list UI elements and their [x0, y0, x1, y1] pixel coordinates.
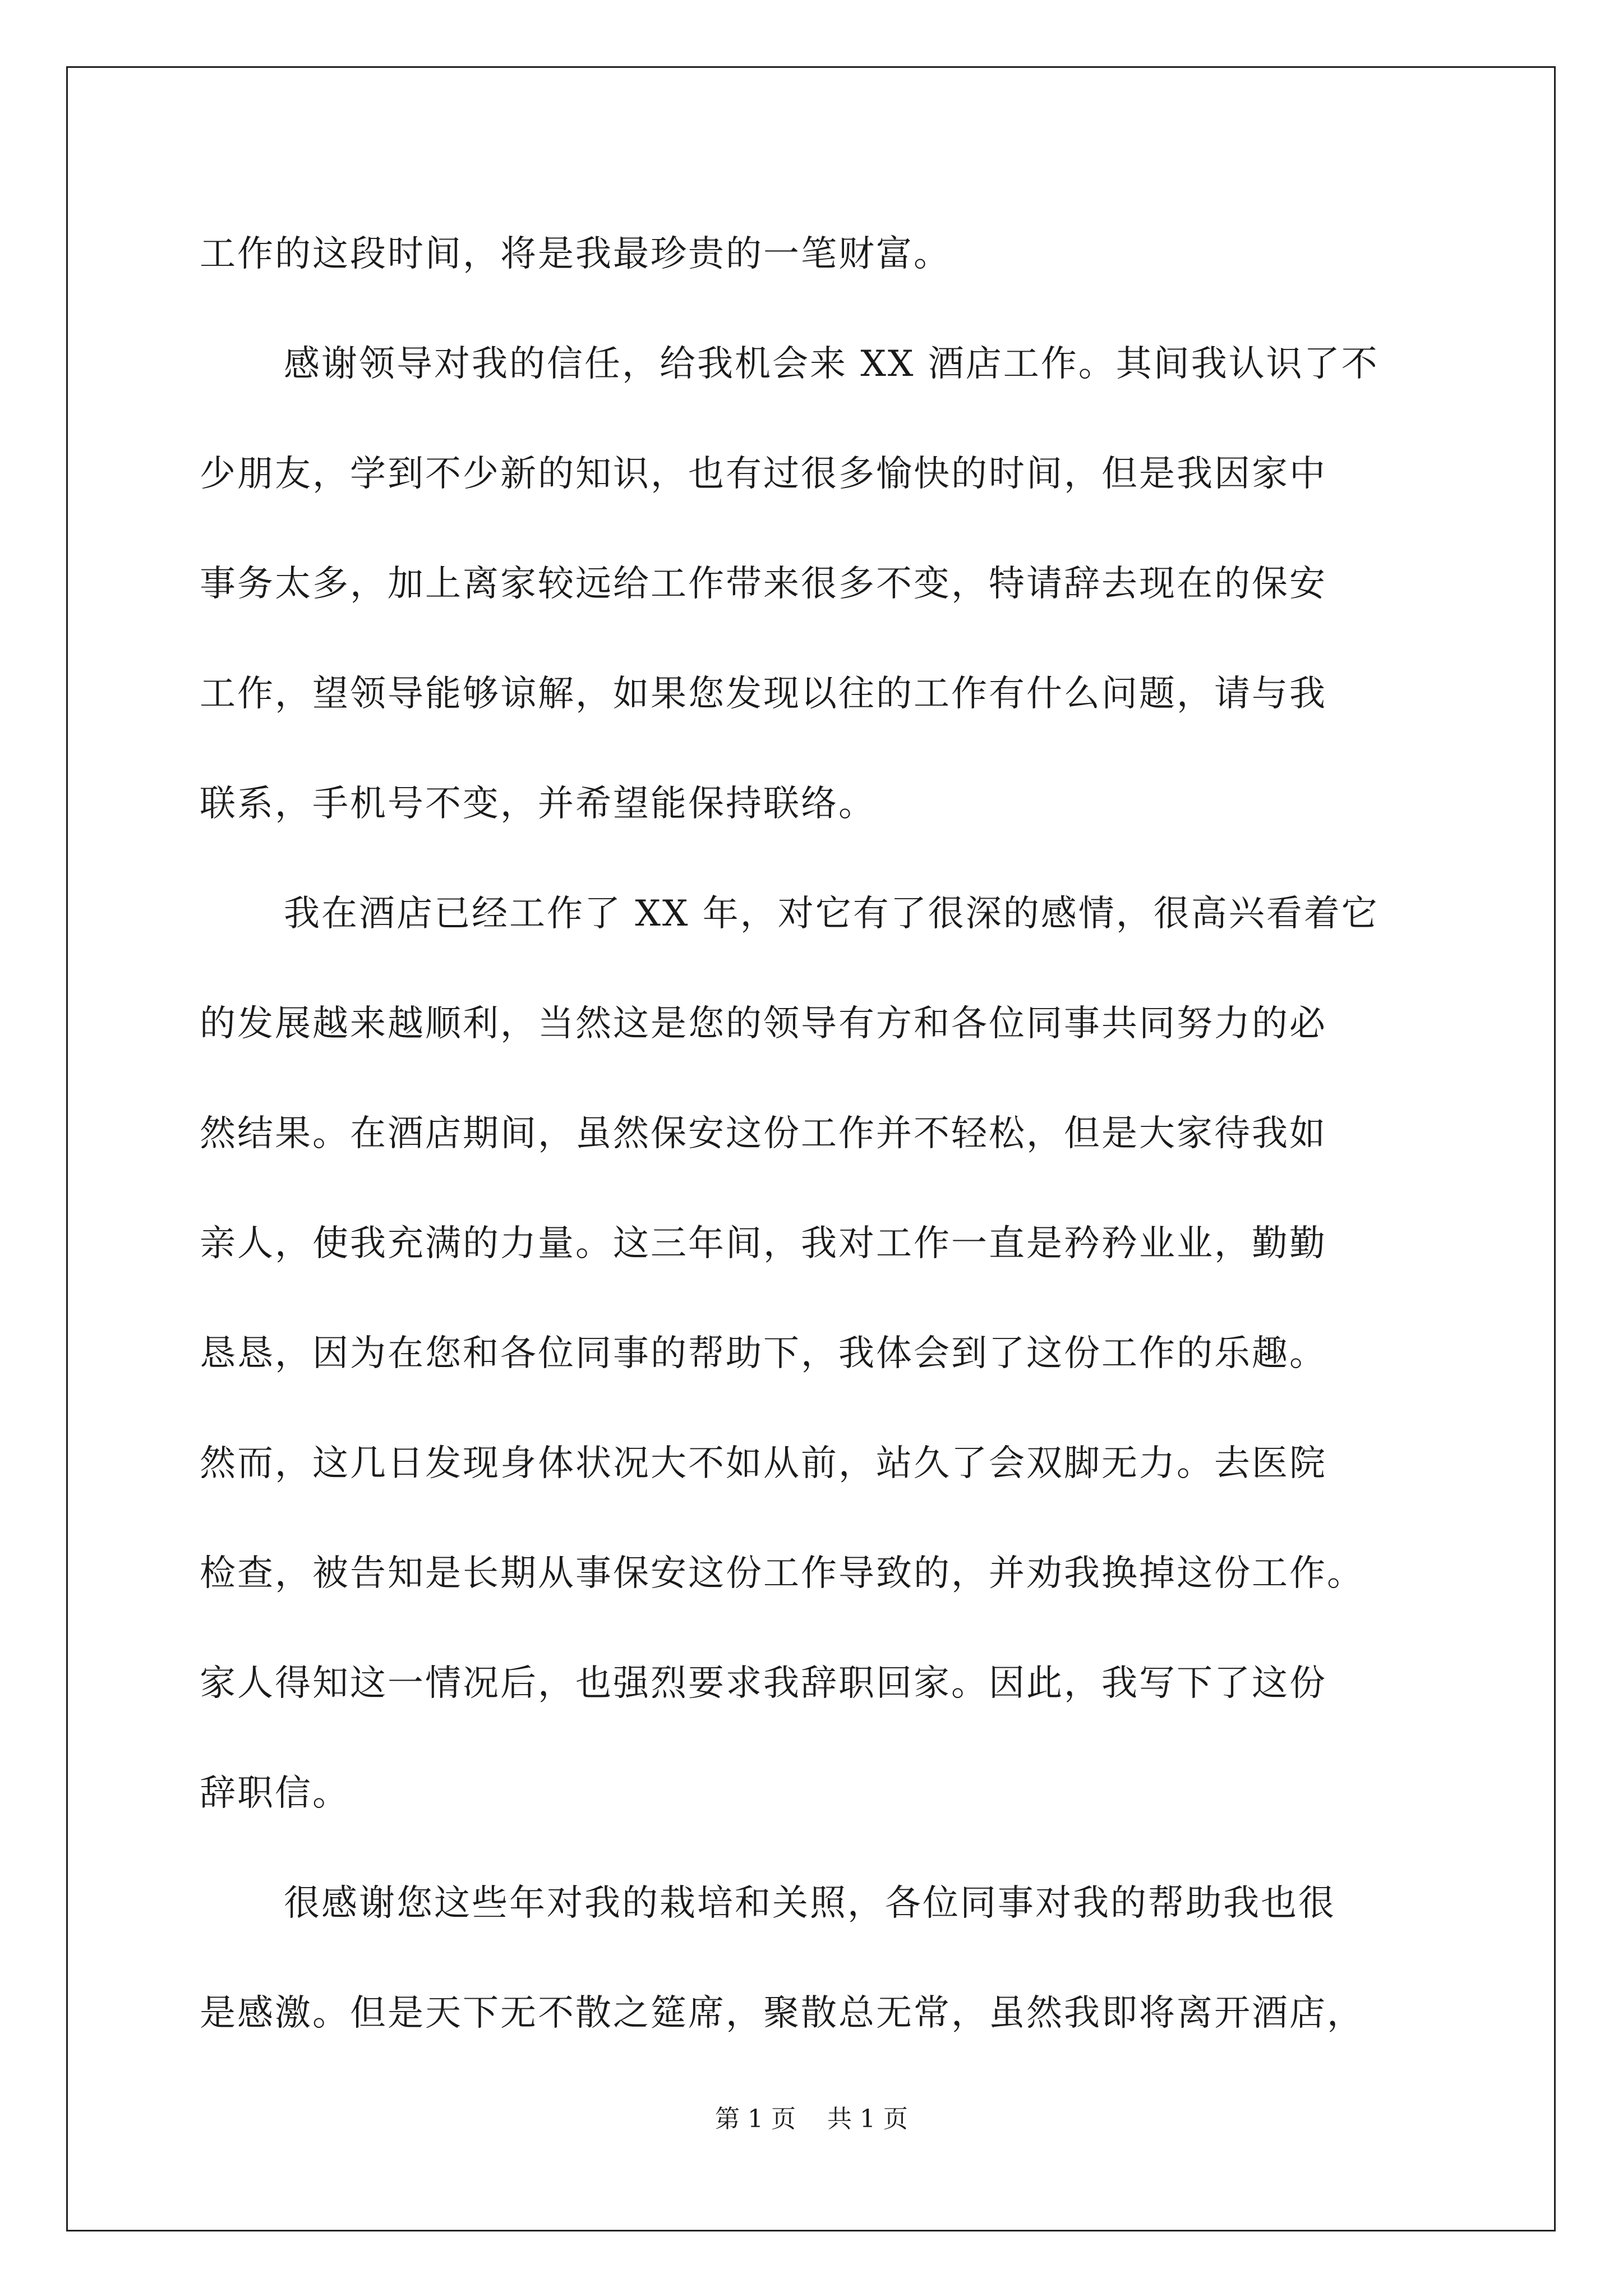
text-line: 然结果。在酒店期间，虽然保安这份工作并不轻松，但是大家待我如 [200, 1113, 1327, 1154]
text-line: 然而，这几日发现身体状况大不如从前，站久了会双脚无力。去医院 [200, 1443, 1327, 1484]
text-line: 亲人，使我充满的力量。这三年间，我对工作一直是矜矜业业，勤勤 [200, 1223, 1327, 1264]
text-line: 家人得知这一情况后，也强烈要求我辞职回家。因此，我写下了这份 [200, 1663, 1327, 1704]
text-line: 恳恳，因为在您和各位同事的帮助下，我体会到了这份工作的乐趣。 [200, 1333, 1327, 1374]
text-line: 少朋友，学到不少新的知识，也有过很多愉快的时间，但是我因家中 [200, 453, 1327, 495]
text-line: 辞职信。 [200, 1773, 350, 1814]
page-number-footer: 第 1 页 共 1 页 [715, 2105, 908, 2133]
text-line: 联系，手机号不变，并希望能保持联络。 [200, 783, 876, 825]
text-line: 事务太多，加上离家较远给工作带来很多不变，特请辞去现在的保安 [200, 563, 1327, 605]
document-body [200, 199, 1433, 2068]
text-line: 的发展越来越顺利，当然这是您的领导有方和各位同事共同努力的必 [200, 1003, 1327, 1045]
paragraph-first-line: 我在酒店已经工作了 XX 年，对它有了很深的感情，很高兴看着它 [284, 893, 1379, 935]
text-line: 是感激。但是天下无不散之筵席，聚散总无常，虽然我即将离开酒店， [200, 1993, 1364, 2034]
text-line: 工作的这段时间，将是我最珍贵的一笔财富。 [200, 233, 951, 275]
paragraph-first-line: 感谢领导对我的信任，给我机会来 XX 酒店工作。其间我认识了不 [284, 343, 1379, 385]
text-line: 工作，望领导能够谅解，如果您发现以往的工作有什么问题，请与我 [200, 673, 1327, 715]
text-line: 检查，被告知是长期从事保安这份工作导致的，并劝我换掉这份工作。 [200, 1553, 1364, 1594]
paragraph-first-line: 很感谢您这些年对我的栽培和关照，各位同事对我的帮助我也很 [284, 1883, 1336, 1924]
